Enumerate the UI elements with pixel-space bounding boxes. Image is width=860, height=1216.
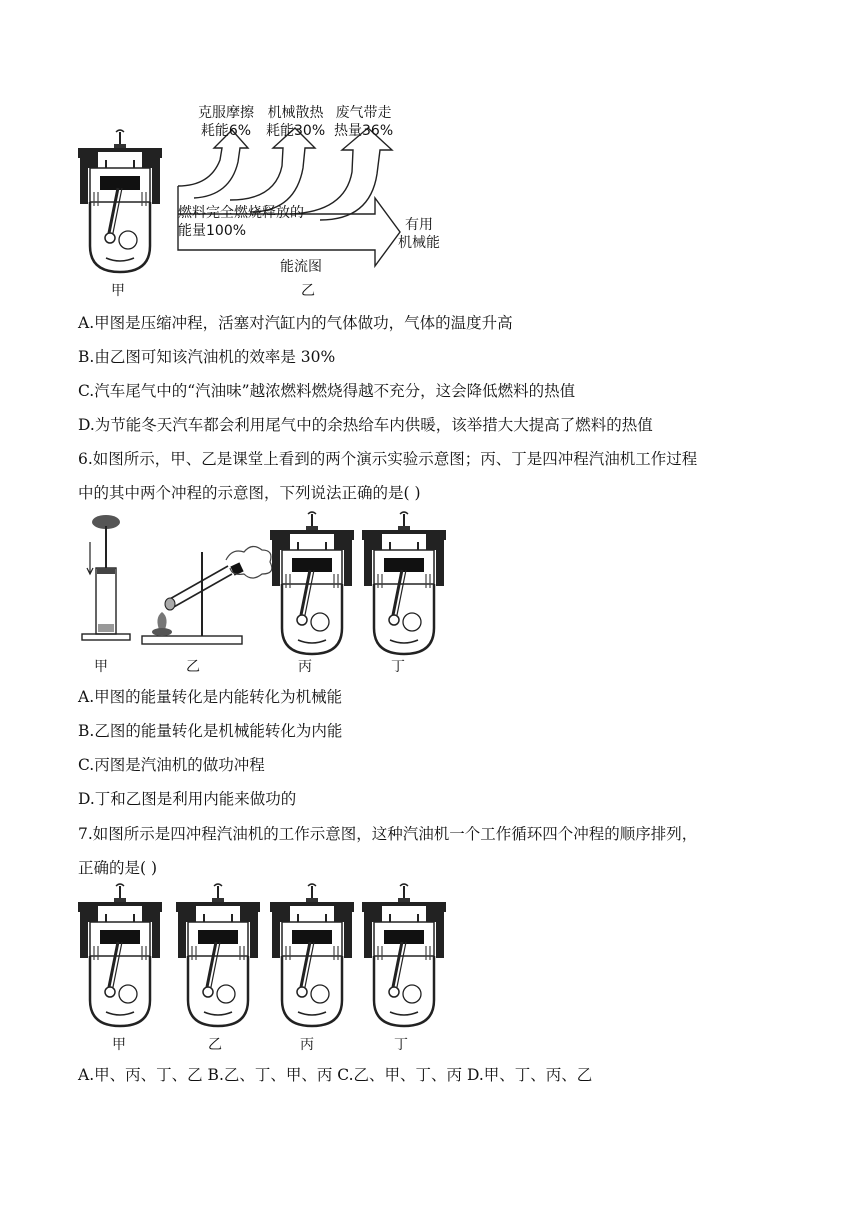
q6-caption-bing: 丙: [298, 659, 312, 675]
q6-caption-ding: 丁: [391, 659, 405, 675]
loss-friction-label: 克服摩擦 耗能6%: [198, 105, 254, 139]
q6-option-a: A.甲图的能量转化是内能转化为机械能: [78, 688, 343, 706]
q7-caption-yi: 乙: [208, 1037, 222, 1053]
flow-title: 能流图: [280, 259, 322, 275]
q5-option-d: D.为节能冬天汽车都会利用尾气中的余热给车内供暖，该举措大大提高了燃料的热值: [78, 416, 653, 434]
q7-caption-jia: 甲: [112, 1037, 126, 1053]
q7-stem-line2: 正确的是( ): [78, 859, 158, 877]
engine-diagram-q6-ding: [360, 512, 450, 662]
engine-diagram-q6-bing: [268, 512, 358, 662]
engine-diagram-q7-jia: [76, 884, 166, 1034]
q7-options: A.甲、丙、丁、乙 B.乙、丁、甲、丙 C.乙、甲、丁、丙 D.甲、丁、丙、乙: [78, 1066, 593, 1084]
q5-engine-caption: 甲: [111, 283, 125, 299]
q6-option-c: C.丙图是汽油机的做功冲程: [78, 756, 265, 774]
loss-exhaust-label: 废气带走 热量36%: [334, 105, 394, 139]
q7-caption-ding: 丁: [394, 1037, 408, 1053]
loss-heat-label: 机械散热 耗能30%: [266, 105, 326, 139]
air-compression-apparatus: [78, 512, 138, 652]
engine-diagram-q7-yi: [174, 884, 264, 1034]
q6-caption-yi: 乙: [186, 659, 200, 675]
engine-diagram-q7-ding: [360, 884, 450, 1034]
engine-diagram-q7-bing: [268, 884, 358, 1034]
q6-stem-line2: 中的其中两个冲程的示意图，下列说法正确的是( ): [78, 484, 421, 502]
q5-option-c: C.汽车尾气中的“汽油味”越浓燃料燃烧得越不充分，这会降低燃料的热值: [78, 382, 576, 400]
output-energy-label: 有用 机械能: [398, 217, 440, 251]
engine-diagram-q5: [76, 130, 166, 280]
q7-stem-line1: 7.如图所示是四冲程汽油机的工作示意图，这种汽油机一个工作循环四个冲程的顺序排列，: [78, 825, 698, 843]
q7-caption-bing: 丙: [300, 1037, 314, 1053]
q5-option-a: A.甲图是压缩冲程，活塞对汽缸内的气体做功，气体的温度升高: [78, 314, 513, 332]
q5-option-b: B.由乙图可知该汽油机的效率是 30%: [78, 348, 336, 366]
q5-flow-caption: 乙: [301, 283, 315, 299]
test-tube-heating-apparatus: [140, 532, 280, 652]
q6-option-d: D.丁和乙图是利用内能来做功的: [78, 790, 297, 808]
input-energy-label: 燃料完全燃烧释放的 能量100%: [178, 205, 304, 239]
q6-caption-jia: 甲: [94, 659, 108, 675]
q6-option-b: B.乙图的能量转化是机械能转化为内能: [78, 722, 343, 740]
q6-stem-line1: 6.如图所示，甲、乙是课堂上看到的两个演示实验示意图；丙、丁是四冲程汽油机工作过程: [78, 450, 698, 468]
